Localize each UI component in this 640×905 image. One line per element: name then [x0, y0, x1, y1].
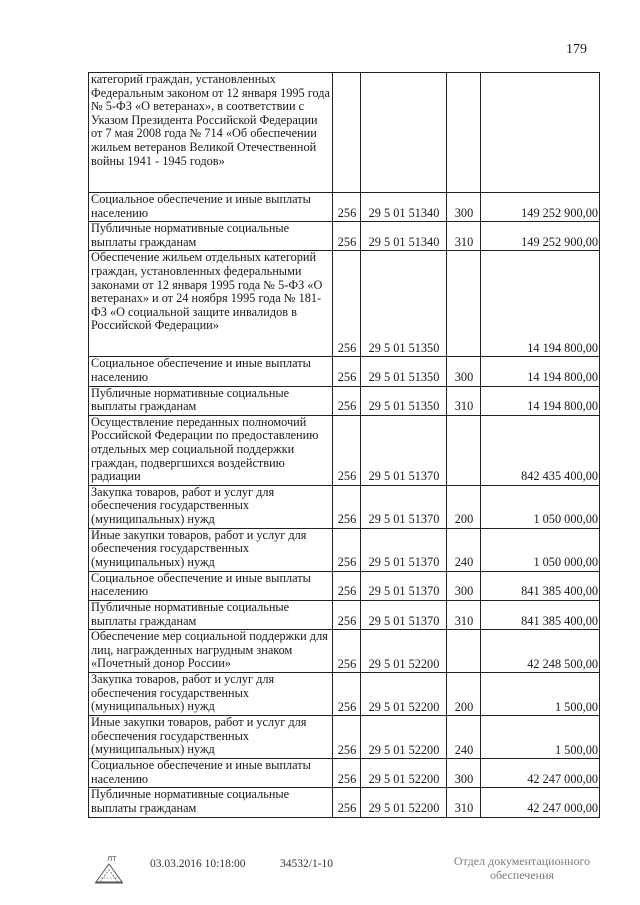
row-vr-cell	[447, 251, 481, 357]
row-vr-cell: 200	[447, 673, 481, 716]
row-vr-cell: 310	[447, 222, 481, 251]
row-amount-cell: 841 385 400,00	[481, 600, 600, 629]
table-row	[89, 600, 600, 629]
budget-table	[88, 72, 600, 818]
row-vr-cell: 200	[447, 485, 481, 528]
row-vr-cell: 310	[447, 788, 481, 817]
row-csr-cell: 29 5 01 51370	[361, 485, 447, 528]
table-row	[89, 222, 600, 251]
row-name-cell: Публичные нормативные социальные выплаты гражданам	[89, 600, 333, 629]
row-code-cell: 256	[333, 222, 361, 251]
row-amount-cell: 14 194 800,00	[481, 357, 600, 386]
table-row	[89, 788, 600, 817]
row-amount-cell: 42 247 000,00	[481, 788, 600, 817]
row-amount-cell: 841 385 400,00	[481, 571, 600, 600]
table-row	[89, 759, 600, 788]
row-csr-cell: 29 5 01 51370	[361, 528, 447, 571]
stamp-logo-text: ЛТ	[107, 855, 117, 863]
row-code-cell: 256	[333, 673, 361, 716]
row-csr-cell	[361, 73, 447, 193]
budget-table-body	[89, 73, 600, 818]
row-csr-cell: 29 5 01 52200	[361, 788, 447, 817]
row-csr-cell: 29 5 01 52200	[361, 630, 447, 673]
row-name-cell: Публичные нормативные социальные выплаты гражданам	[89, 222, 333, 251]
row-code-cell: 256	[333, 415, 361, 485]
row-csr-cell: 29 5 01 51370	[361, 571, 447, 600]
row-csr-cell: 29 5 01 51350	[361, 357, 447, 386]
row-name-cell: Обеспечение мер социальной поддержки для лиц, награжденных нагрудным знаком «Почетный донор России»	[89, 630, 333, 673]
row-amount-cell: 149 252 900,00	[481, 193, 600, 222]
row-vr-cell	[447, 73, 481, 193]
row-csr-cell: 29 5 01 51350	[361, 251, 447, 357]
table-row	[89, 673, 600, 716]
row-code-cell: 256	[333, 485, 361, 528]
row-vr-cell: 310	[447, 386, 481, 415]
row-csr-cell: 29 5 01 51370	[361, 600, 447, 629]
row-amount-cell: 1 500,00	[481, 673, 600, 716]
table-row	[89, 716, 600, 759]
row-name-cell: Социальное обеспечение и иные выплаты населению	[89, 759, 333, 788]
row-code-cell: 256	[333, 251, 361, 357]
footer-doc-code: 34532/1-10	[280, 858, 334, 870]
row-vr-cell: 310	[447, 600, 481, 629]
table-row	[89, 571, 600, 600]
row-vr-cell: 300	[447, 357, 481, 386]
row-name-cell: Закупка товаров, работ и услуг для обеспечения государственных (муниципальных) нужд	[89, 673, 333, 716]
row-name-cell: Публичные нормативные социальные выплаты гражданам	[89, 788, 333, 817]
row-vr-cell: 240	[447, 716, 481, 759]
row-csr-cell: 29 5 01 51370	[361, 415, 447, 485]
row-amount-cell: 1 050 000,00	[481, 485, 600, 528]
row-csr-cell: 29 5 01 51350	[361, 386, 447, 415]
row-name-cell: Публичные нормативные социальные выплаты гражданам	[89, 386, 333, 415]
row-code-cell: 256	[333, 759, 361, 788]
row-code-cell: 256	[333, 571, 361, 600]
row-name-cell: Иные закупки товаров, работ и услуг для обеспечения государственных (муниципальных) нужд	[89, 528, 333, 571]
table-row	[89, 251, 600, 357]
row-amount-cell	[481, 73, 600, 193]
row-code-cell	[333, 73, 361, 193]
row-amount-cell: 842 435 400,00	[481, 415, 600, 485]
row-amount-cell: 42 248 500,00	[481, 630, 600, 673]
row-name-cell: категорий граждан, установленных Федеральным законом от 12 января 1995 года № 5-ФЗ «О ветеранах», в соответствии с Указом Президента Российской Федерации от 7 мая 2008 года № 714 «Об обеспечении жильем ветеранов Великой Отечественной войны 1941 - 1945 годов»	[89, 73, 333, 193]
table-row	[89, 630, 600, 673]
stamp-logo-icon	[92, 852, 126, 886]
row-code-cell: 256	[333, 357, 361, 386]
row-csr-cell: 29 5 01 51340	[361, 222, 447, 251]
row-name-cell: Социальное обеспечение и иные выплаты населению	[89, 193, 333, 222]
row-name-cell: Осуществление переданных полномочий Российской Федерации по предоставлению отдельных мер социальной поддержки граждан, подвергшихся воздействию радиации	[89, 415, 333, 485]
row-csr-cell: 29 5 01 52200	[361, 716, 447, 759]
row-csr-cell: 29 5 01 52200	[361, 673, 447, 716]
row-code-cell: 256	[333, 630, 361, 673]
table-row	[89, 386, 600, 415]
page-number: 179	[566, 42, 587, 57]
row-amount-cell: 14 194 800,00	[481, 251, 600, 357]
row-csr-cell: 29 5 01 52200	[361, 759, 447, 788]
row-vr-cell: 300	[447, 759, 481, 788]
table-row	[89, 485, 600, 528]
row-name-cell: Социальное обеспечение и иные выплаты населению	[89, 571, 333, 600]
table-row	[89, 415, 600, 485]
row-vr-cell	[447, 630, 481, 673]
row-code-cell: 256	[333, 193, 361, 222]
row-csr-cell: 29 5 01 51340	[361, 193, 447, 222]
row-name-cell: Социальное обеспечение и иные выплаты населению	[89, 357, 333, 386]
row-name-cell: Иные закупки товаров, работ и услуг для обеспечения государственных (муниципальных) нужд	[89, 716, 333, 759]
row-code-cell: 256	[333, 600, 361, 629]
row-vr-cell	[447, 415, 481, 485]
row-code-cell: 256	[333, 528, 361, 571]
row-vr-cell: 300	[447, 193, 481, 222]
table-row	[89, 357, 600, 386]
table-row	[89, 73, 600, 193]
row-amount-cell: 1 050 000,00	[481, 528, 600, 571]
table-row	[89, 193, 600, 222]
row-amount-cell: 42 247 000,00	[481, 759, 600, 788]
row-code-cell: 256	[333, 716, 361, 759]
row-vr-cell: 300	[447, 571, 481, 600]
row-amount-cell: 149 252 900,00	[481, 222, 600, 251]
row-vr-cell: 240	[447, 528, 481, 571]
row-amount-cell: 1 500,00	[481, 716, 600, 759]
footer-department: Отдел документационного обеспечения	[453, 854, 591, 882]
row-code-cell: 256	[333, 386, 361, 415]
table-row	[89, 528, 600, 571]
row-name-cell: Обеспечение жильем отдельных категорий граждан, установленных федеральными законами от 12 января 1995 года № 5-ФЗ «О ветеранах» и от 24 ноября 1995 года № 181-ФЗ «О социальной защите инвалидов в Российской Федерации»	[89, 251, 333, 357]
row-name-cell: Закупка товаров, работ и услуг для обеспечения государственных (муниципальных) нужд	[89, 485, 333, 528]
row-amount-cell: 14 194 800,00	[481, 386, 600, 415]
row-code-cell: 256	[333, 788, 361, 817]
footer-datetime: 03.03.2016 10:18:00	[150, 858, 246, 870]
